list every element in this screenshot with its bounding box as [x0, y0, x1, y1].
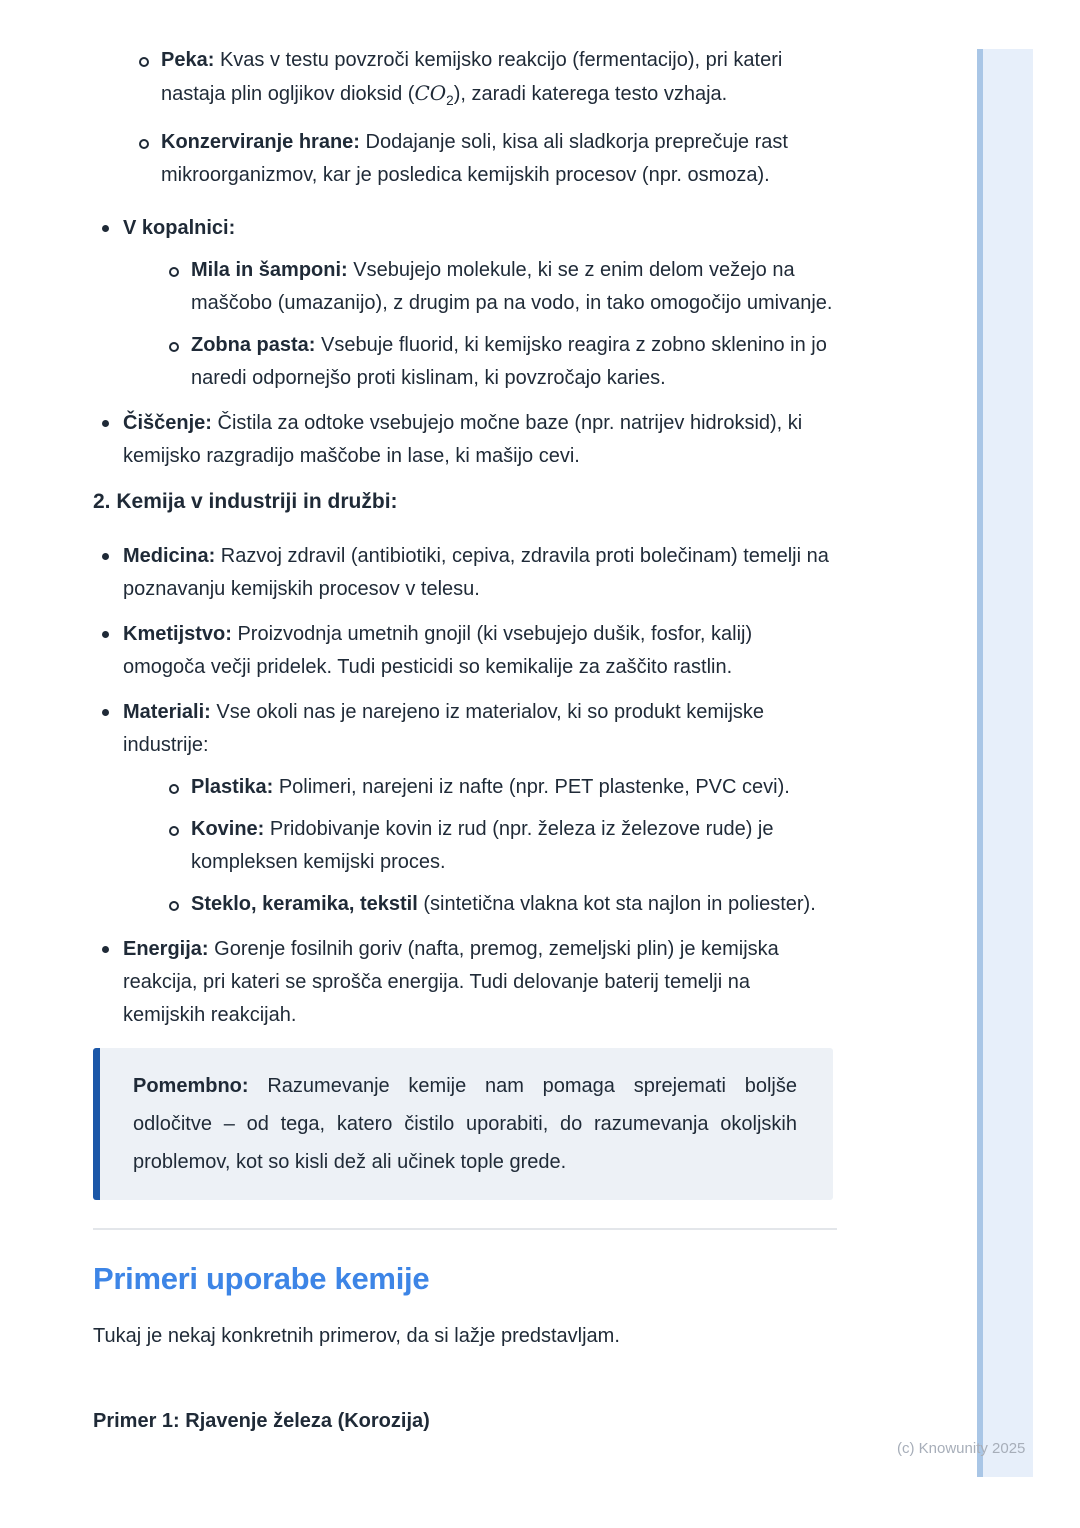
circle-bullet-icon	[169, 342, 179, 352]
item-label: Energija:	[123, 938, 209, 960]
list-item	[157, 771, 833, 804]
callout-paragraph	[133, 1067, 797, 1181]
item-text: Dodajanje soli, kisa ali sladkorja preprečuje rast mikroorganizmov, kar je posledica kemijskih procesov (npr. osmoza).	[161, 131, 788, 186]
document-body	[93, 44, 833, 1438]
list-item	[127, 126, 833, 192]
item-label: Plastika:	[191, 776, 274, 798]
item-label: Peka:	[161, 49, 215, 71]
sub-list	[157, 254, 833, 395]
item-label: Kovine:	[191, 818, 265, 840]
callout-label: Pomembno:	[133, 1075, 249, 1097]
list-item	[157, 813, 833, 879]
item-text: Razvoj zdravil (antibiotiki, cepiva, zdravila proti bolečinam) temelji na poznavanju kemijskih procesov v telesu.	[123, 545, 829, 600]
bullet-icon	[102, 709, 109, 716]
circle-bullet-icon	[169, 826, 179, 836]
item-label: Mila in šamponi:	[191, 259, 348, 281]
everyday-list	[93, 212, 833, 473]
kitchen-sublist	[127, 44, 833, 192]
list-item	[127, 44, 833, 117]
item-text: Pridobivanje kovin iz rud (npr. železa iz železove rude) je kompleksen kemijski proces.	[191, 818, 774, 873]
item-label: Čiščenje:	[123, 412, 212, 434]
circle-bullet-icon	[169, 784, 179, 794]
circle-bullet-icon	[139, 57, 149, 67]
industry-list	[93, 540, 833, 1032]
item-label: Medicina:	[123, 545, 216, 567]
item-text: Čistila za odtoke vsebujejo močne baze (npr. natrijev hidroksid), ki kemijsko razgradijo maščobe in lase, ki mašijo cevi.	[123, 412, 803, 467]
list-item	[93, 618, 833, 684]
circle-bullet-icon	[139, 139, 149, 149]
item-label: Konzerviranje hrane:	[161, 131, 360, 153]
intro-text: Tukaj je nekaj konkretnih primerov, da si lažje predstavljam.	[93, 1325, 620, 1347]
bullet-icon	[102, 225, 109, 232]
list-item	[93, 933, 833, 1032]
item-text: (sintetična vlakna kot sta najlon in poliester).	[417, 893, 816, 915]
item-label: Zobna pasta:	[191, 334, 316, 356]
page-title: Primeri uporabe kemije	[93, 1261, 430, 1296]
bullet-icon	[102, 553, 109, 560]
item-text: Polimeri, narejeni iz nafte (npr. PET plastenke, PVC cevi).	[273, 776, 790, 798]
list-item	[93, 407, 833, 473]
watermark: (c) Knowunity 2025	[897, 1440, 1026, 1457]
list-item	[157, 888, 833, 921]
item-label: Kmetijstvo:	[123, 623, 232, 645]
item-label: Materiali:	[123, 701, 211, 723]
list-item	[157, 254, 833, 320]
page-edge-highlight-bar	[977, 49, 1033, 1477]
important-callout	[93, 1048, 833, 1200]
item-text: Vsebuje fluorid, ki kemijsko reagira z zobno sklenino in jo naredi odpornejšo proti kislinam, ki povzročajo karies.	[191, 334, 827, 389]
list-item	[157, 329, 833, 395]
circle-bullet-icon	[169, 267, 179, 277]
example-heading: Primer 1: Rjavenje železa (Korozija)	[93, 1410, 430, 1432]
list-item	[93, 212, 833, 395]
bullet-icon	[102, 420, 109, 427]
bullet-icon	[102, 946, 109, 953]
item-text: Gorenje fosilnih goriv (nafta, premog, zemeljski plin) je kemijska reakcija, pri kateri se sprošča energija. Tudi delovanje baterij temelji na kemijskih reakcijah.	[123, 938, 779, 1026]
item-text: Vse okoli nas je narejeno iz materialov, ki so produkt kemijske industrije:	[123, 701, 765, 756]
circle-bullet-icon	[169, 901, 179, 911]
divider	[93, 1228, 837, 1230]
section-heading-industry: 2. Kemija v industriji in družbi:	[93, 490, 398, 513]
chemical-formula: CO	[414, 81, 447, 105]
bullet-icon	[102, 631, 109, 638]
list-item	[93, 540, 833, 606]
item-text: Kvas v testu povzroči kemijsko reakcijo (fermentacijo), pri kateri nastaja plin ogljikov dioksid $(CO_2)$, zaradi katerega testo vzhaja.	[161, 49, 783, 108]
list-item	[93, 696, 833, 921]
sub-list	[157, 771, 833, 921]
item-label: V kopalnici:	[123, 217, 236, 239]
item-text: Proizvodnja umetnih gnojil (ki vsebujejo dušik, fosfor, kalij) omogoča večji pridelek. Tudi pesticidi so kemikalije za zaščito rastlin.	[123, 623, 753, 678]
item-label: Steklo, keramika, tekstil	[191, 893, 418, 915]
callout-text: Razumevanje kemije nam pomaga sprejemati boljše odločitve – od tega, katero čistilo uporabiti, do razumevanja okoljskih problemov, kot so kisli dež ali učinek tople grede.	[133, 1075, 797, 1173]
item-text: Vsebujejo molekule, ki se z enim delom vežejo na maščobo (umazanijo), z drugim pa na vodo, in tako omogočijo umivanje.	[191, 259, 833, 314]
